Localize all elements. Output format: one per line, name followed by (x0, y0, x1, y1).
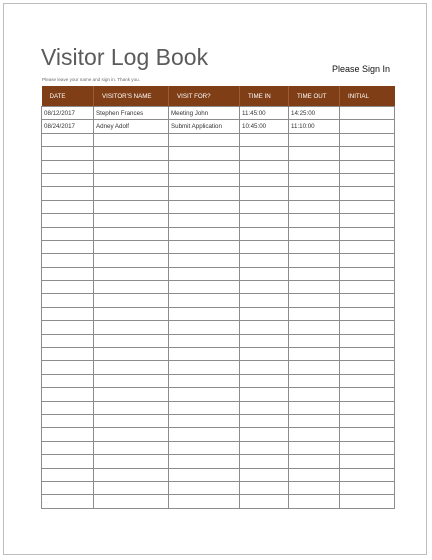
cell-visitor-name (94, 147, 169, 160)
cell-date (42, 294, 94, 307)
cell-time-in (240, 267, 289, 280)
cell-visitor-name (94, 455, 169, 468)
cell-time-out (289, 267, 340, 280)
column-header-initial: INITIAL (340, 86, 395, 107)
cell-initial (340, 441, 395, 454)
cell-time-out (289, 348, 340, 361)
cell-visit-for (169, 388, 240, 401)
cell-initial (340, 200, 395, 213)
cell-date (42, 307, 94, 320)
log-sheet (3, 3, 427, 555)
cell-visit-for (169, 321, 240, 334)
cell-time-in (240, 455, 289, 468)
cell-time-out: 11:10:00 (289, 120, 340, 133)
cell-time-in (240, 414, 289, 427)
table-row (42, 495, 395, 508)
cell-visit-for (169, 348, 240, 361)
column-header-visit-for: VISIT FOR? (169, 86, 240, 107)
cell-initial (340, 374, 395, 387)
cell-time-out (289, 281, 340, 294)
cell-date (42, 281, 94, 294)
table-row (42, 481, 395, 494)
cell-time-out (289, 414, 340, 427)
cell-date (42, 388, 94, 401)
cell-visitor-name (94, 374, 169, 387)
table-row (42, 374, 395, 387)
table-row (42, 200, 395, 213)
cell-visit-for (169, 214, 240, 227)
cell-visit-for (169, 160, 240, 173)
cell-initial (340, 294, 395, 307)
cell-time-in (240, 254, 289, 267)
cell-time-out (289, 428, 340, 441)
cell-visit-for (169, 455, 240, 468)
table-row (42, 388, 395, 401)
table-row (42, 187, 395, 200)
column-header-date: DATE (42, 86, 94, 107)
table-row (42, 294, 395, 307)
cell-visitor-name (94, 348, 169, 361)
cell-date (42, 200, 94, 213)
table-row (42, 348, 395, 361)
cell-visitor-name (94, 227, 169, 240)
cell-visitor-name (94, 414, 169, 427)
cell-initial (340, 495, 395, 508)
table-row (42, 254, 395, 267)
cell-date (42, 240, 94, 253)
cell-initial (340, 334, 395, 347)
cell-date (42, 348, 94, 361)
cell-date (42, 481, 94, 494)
cell-initial (340, 227, 395, 240)
cell-time-in (240, 428, 289, 441)
cell-time-out (289, 401, 340, 414)
cell-visitor-name (94, 441, 169, 454)
cell-visitor-name (94, 160, 169, 173)
cell-time-out (289, 441, 340, 454)
table-row (42, 214, 395, 227)
cell-date: 08/12/2017 (42, 107, 94, 120)
cell-visitor-name: Adney Adolf (94, 120, 169, 133)
table-row (42, 428, 395, 441)
table-row (42, 147, 395, 160)
table-row (42, 307, 395, 320)
cell-initial (340, 455, 395, 468)
cell-time-out (289, 388, 340, 401)
cell-time-in: 11:45:00 (240, 107, 289, 120)
cell-initial (340, 348, 395, 361)
cell-date (42, 227, 94, 240)
cell-time-out (289, 173, 340, 186)
cell-time-in (240, 147, 289, 160)
cell-initial (340, 281, 395, 294)
cell-visitor-name (94, 468, 169, 481)
cell-time-in (240, 187, 289, 200)
cell-visitor-name (94, 388, 169, 401)
cell-time-out (289, 200, 340, 213)
cell-time-out (289, 254, 340, 267)
cell-visitor-name (94, 173, 169, 186)
table-row (42, 401, 395, 414)
cell-time-in (240, 240, 289, 253)
table-row (42, 160, 395, 173)
cell-visit-for (169, 267, 240, 280)
cell-time-in (240, 321, 289, 334)
cell-initial (340, 107, 395, 120)
cell-visitor-name (94, 495, 169, 508)
cell-visitor-name (94, 307, 169, 320)
cell-initial (340, 481, 395, 494)
cell-time-in (240, 388, 289, 401)
cell-date (42, 361, 94, 374)
cell-visit-for (169, 334, 240, 347)
cell-visitor-name (94, 214, 169, 227)
table-row (42, 173, 395, 186)
table-header-row (42, 86, 395, 107)
cell-visit-for (169, 441, 240, 454)
cell-visit-for (169, 187, 240, 200)
sign-in-label: Please Sign In (331, 64, 390, 74)
cell-visit-for (169, 200, 240, 213)
cell-time-in (240, 361, 289, 374)
cell-visit-for (169, 374, 240, 387)
cell-initial (340, 187, 395, 200)
table-row (42, 361, 395, 374)
cell-date (42, 187, 94, 200)
cell-date (42, 455, 94, 468)
cell-time-out (289, 495, 340, 508)
cell-time-in (240, 401, 289, 414)
cell-date (42, 321, 94, 334)
cell-date (42, 428, 94, 441)
cell-initial (340, 468, 395, 481)
cell-visitor-name (94, 267, 169, 280)
cell-visit-for (169, 468, 240, 481)
cell-time-out (289, 455, 340, 468)
cell-date (42, 267, 94, 280)
cell-initial (340, 267, 395, 280)
cell-initial (340, 160, 395, 173)
cell-visit-for (169, 281, 240, 294)
cell-initial (340, 173, 395, 186)
cell-initial (340, 214, 395, 227)
cell-time-in (240, 227, 289, 240)
cell-time-out (289, 468, 340, 481)
cell-visit-for (169, 307, 240, 320)
cell-time-out (289, 227, 340, 240)
table-row (42, 414, 395, 427)
table-row (42, 441, 395, 454)
cell-time-in (240, 481, 289, 494)
table-row (42, 334, 395, 347)
cell-time-in (240, 374, 289, 387)
cell-date (42, 160, 94, 173)
cell-date: 08/24/2017 (42, 120, 94, 133)
cell-visit-for (169, 414, 240, 427)
cell-visitor-name (94, 294, 169, 307)
cell-initial (340, 133, 395, 146)
cell-visit-for (169, 495, 240, 508)
column-header-visitor-name: VISITOR'S NAME (94, 86, 169, 107)
cell-initial (340, 147, 395, 160)
table-body (42, 107, 395, 509)
cell-date (42, 374, 94, 387)
table-row (42, 468, 395, 481)
cell-time-in (240, 495, 289, 508)
visitor-log-table (41, 86, 395, 509)
cell-visitor-name (94, 334, 169, 347)
cell-time-out (289, 321, 340, 334)
cell-date (42, 147, 94, 160)
cell-date (42, 173, 94, 186)
cell-time-out (289, 374, 340, 387)
cell-visitor-name: Stephen Frances (94, 107, 169, 120)
cell-visitor-name (94, 240, 169, 253)
cell-date (42, 334, 94, 347)
cell-date (42, 441, 94, 454)
cell-time-out (289, 481, 340, 494)
cell-visitor-name (94, 133, 169, 146)
cell-initial (340, 240, 395, 253)
cell-time-in (240, 334, 289, 347)
cell-time-in (240, 441, 289, 454)
cell-visit-for (169, 428, 240, 441)
cell-time-out (289, 240, 340, 253)
cell-visitor-name (94, 200, 169, 213)
cell-visit-for (169, 294, 240, 307)
cell-initial (340, 120, 395, 133)
cell-visitor-name (94, 361, 169, 374)
cell-date (42, 254, 94, 267)
cell-visit-for (169, 133, 240, 146)
cell-initial (340, 401, 395, 414)
cell-date (42, 401, 94, 414)
cell-visit-for (169, 147, 240, 160)
cell-initial (340, 254, 395, 267)
cell-visitor-name (94, 401, 169, 414)
cell-date (42, 468, 94, 481)
cell-visit-for (169, 254, 240, 267)
cell-time-in (240, 200, 289, 213)
cell-visit-for (169, 240, 240, 253)
cell-visitor-name (94, 428, 169, 441)
page-title: Visitor Log Book (41, 44, 209, 70)
cell-initial (340, 388, 395, 401)
cell-visitor-name (94, 254, 169, 267)
cell-initial (340, 414, 395, 427)
cell-visit-for: Submit Application (169, 120, 240, 133)
cell-visit-for: Meeting John (169, 107, 240, 120)
table-row (42, 281, 395, 294)
table-row (42, 455, 395, 468)
cell-date (42, 214, 94, 227)
cell-time-in (240, 294, 289, 307)
cell-visitor-name (94, 481, 169, 494)
cell-date (42, 495, 94, 508)
cell-time-in (240, 348, 289, 361)
instructions-text: Please leave your name and sign in. Thank you. (42, 77, 140, 82)
cell-visit-for (169, 173, 240, 186)
cell-time-in: 10:45:00 (240, 120, 289, 133)
cell-visitor-name (94, 187, 169, 200)
cell-time-in (240, 173, 289, 186)
table-row (42, 267, 395, 280)
cell-initial (340, 321, 395, 334)
cell-date (42, 414, 94, 427)
table-row (42, 240, 395, 253)
cell-time-out (289, 147, 340, 160)
table-row (42, 321, 395, 334)
cell-time-in (240, 160, 289, 173)
cell-visit-for (169, 481, 240, 494)
cell-time-out (289, 294, 340, 307)
cell-time-out (289, 361, 340, 374)
cell-initial (340, 361, 395, 374)
cell-visit-for (169, 401, 240, 414)
cell-date (42, 133, 94, 146)
cell-time-out (289, 307, 340, 320)
cell-time-in (240, 133, 289, 146)
table-row (42, 133, 395, 146)
cell-initial (340, 307, 395, 320)
cell-time-out (289, 133, 340, 146)
cell-initial (340, 428, 395, 441)
column-header-time-in: TIME IN (240, 86, 289, 107)
table-row (42, 120, 395, 133)
footer-mark: · · · (42, 500, 49, 505)
cell-visitor-name (94, 281, 169, 294)
cell-visit-for (169, 227, 240, 240)
cell-time-out (289, 334, 340, 347)
cell-time-in (240, 307, 289, 320)
table-row (42, 227, 395, 240)
cell-time-out (289, 160, 340, 173)
cell-time-in (240, 468, 289, 481)
cell-time-in (240, 214, 289, 227)
cell-visitor-name (94, 321, 169, 334)
cell-time-out: 14:25:00 (289, 107, 340, 120)
cell-time-in (240, 281, 289, 294)
cell-time-out (289, 214, 340, 227)
cell-time-out (289, 187, 340, 200)
table-row (42, 107, 395, 120)
column-header-time-out: TIME OUT (289, 86, 340, 107)
cell-visit-for (169, 361, 240, 374)
